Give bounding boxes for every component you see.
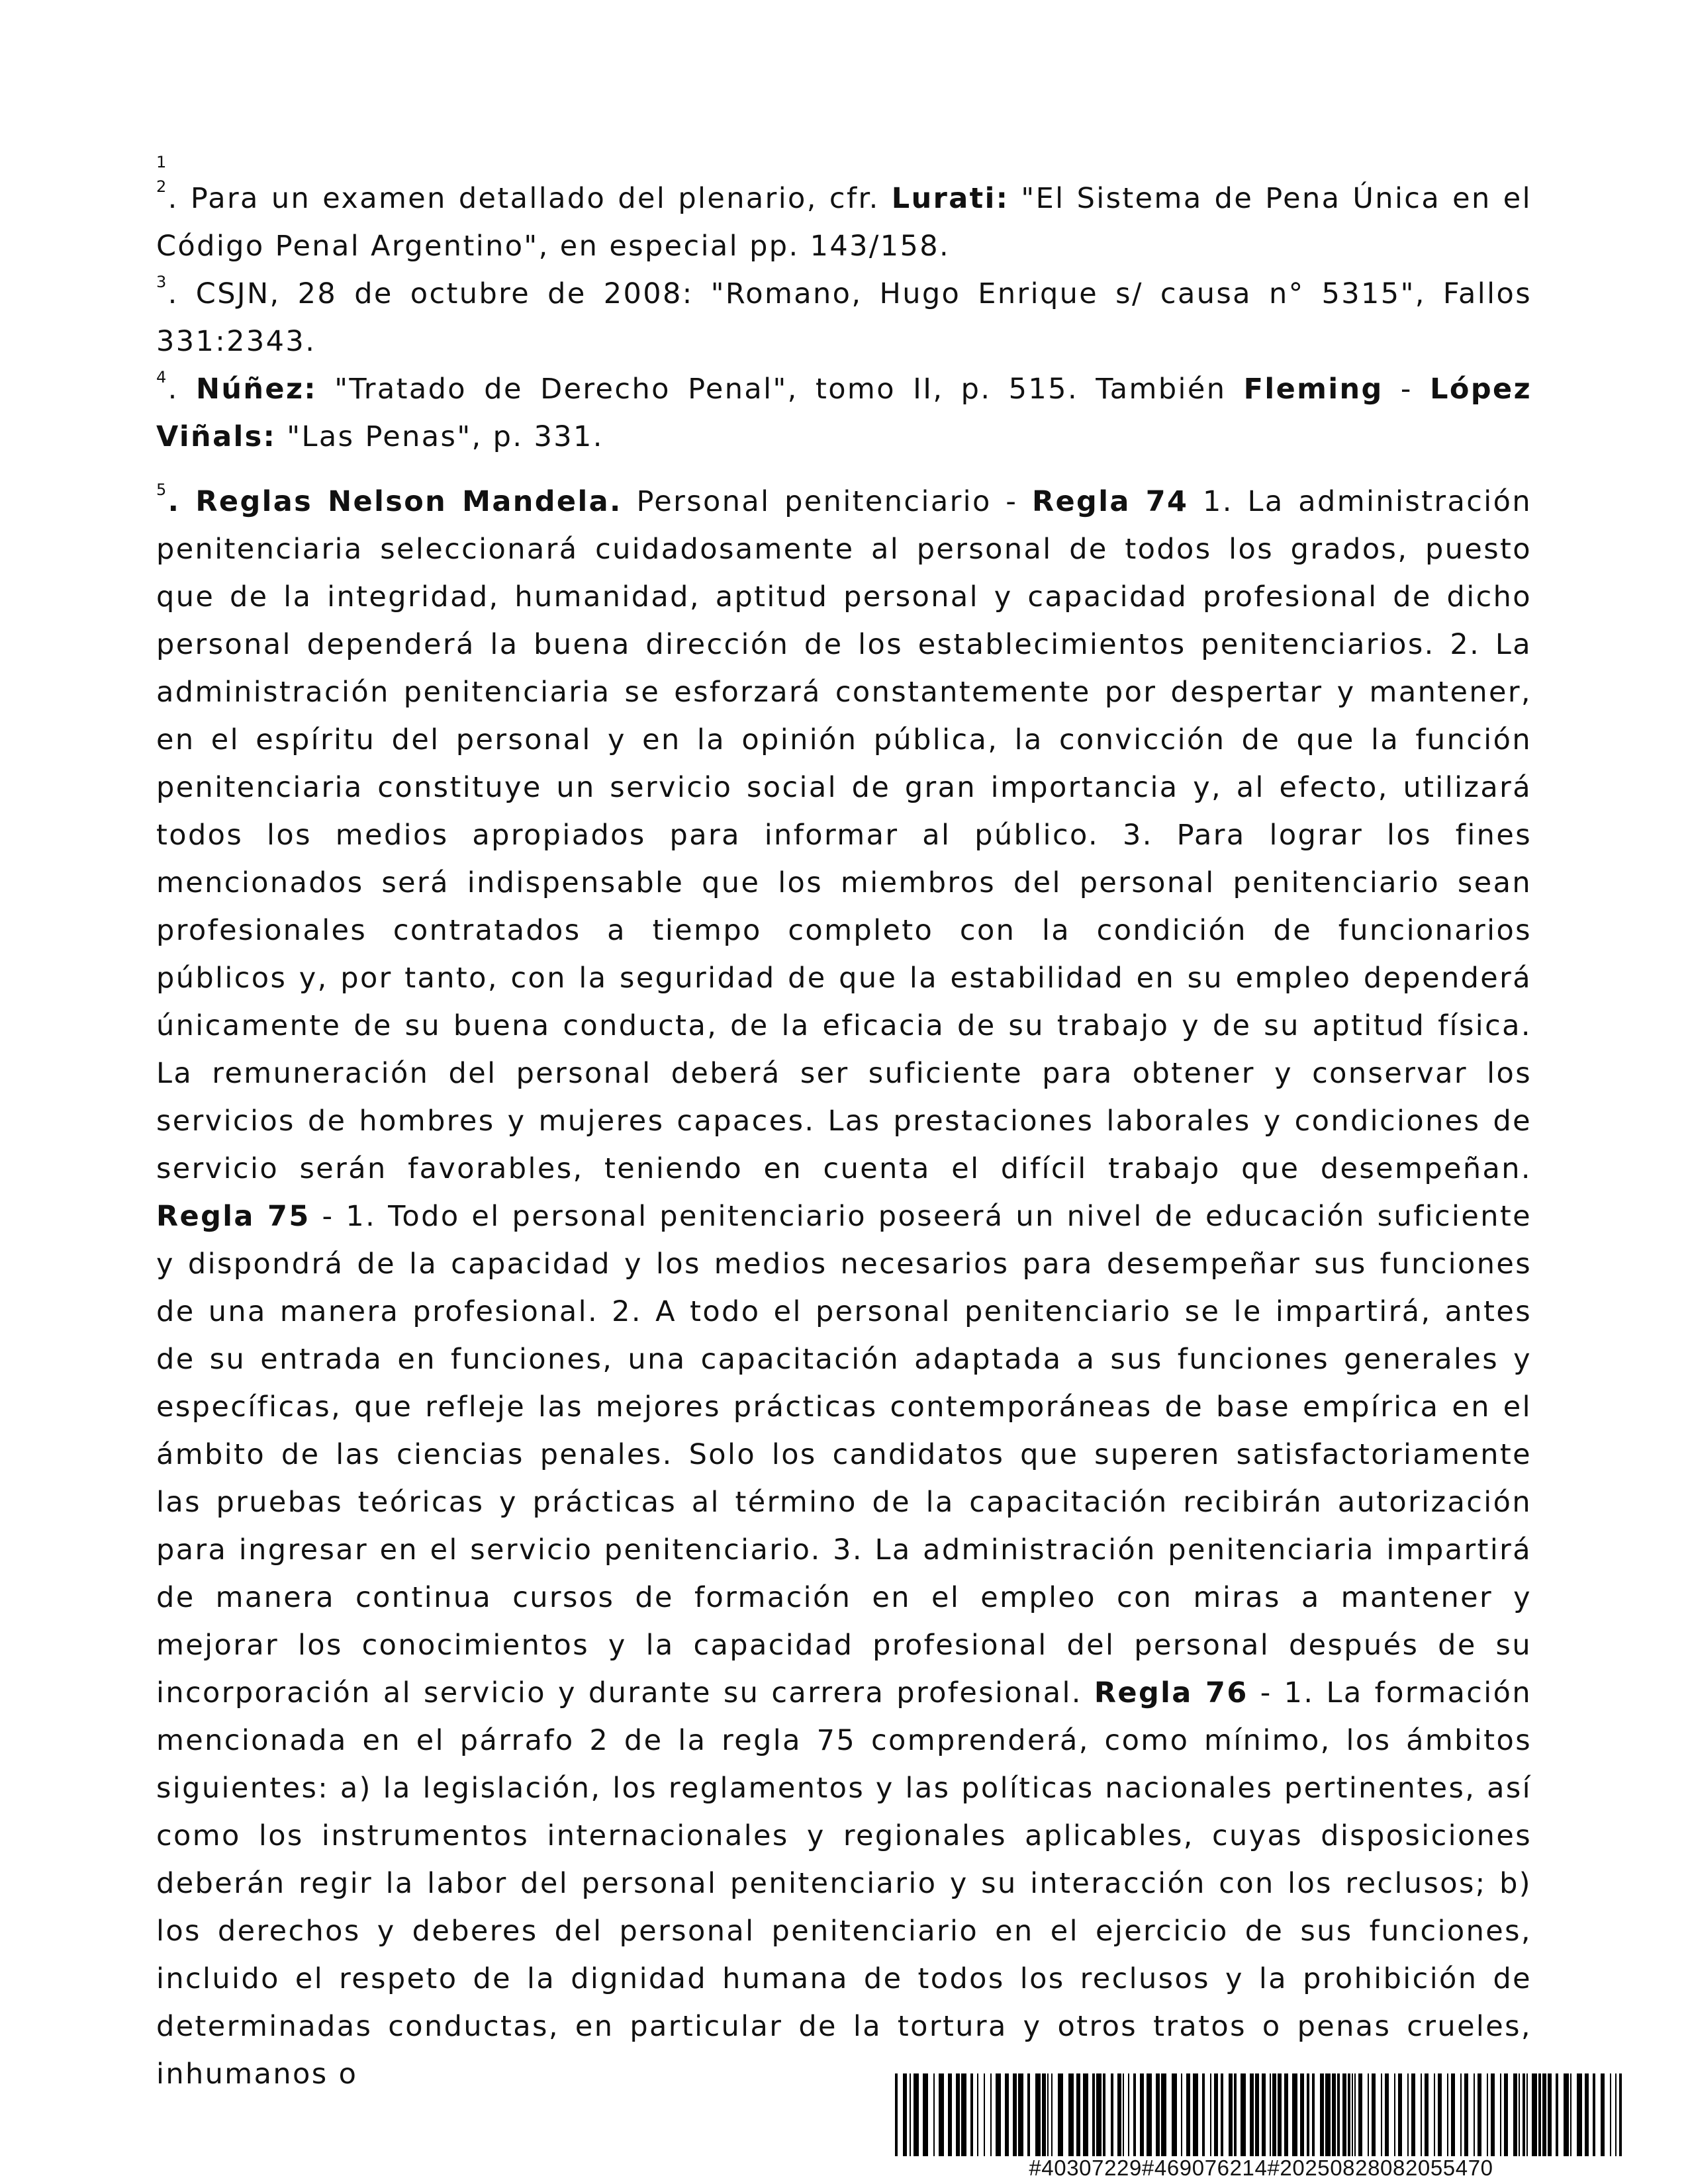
barcode-bar (1234, 2073, 1237, 2156)
footnote-2-lead: . Para un examen detallado del plenario, cfr. (167, 182, 892, 215)
barcode-bar (1300, 2073, 1304, 2156)
footnote-4-marker: 4 (156, 368, 168, 387)
barcode-bar (948, 2073, 952, 2156)
barcode-bar (1368, 2073, 1369, 2156)
barcode-bar (1229, 2073, 1233, 2156)
barcode-bar (1526, 2073, 1528, 2156)
barcode-bar (1542, 2073, 1546, 2156)
barcode-bar (1103, 2073, 1105, 2156)
barcode-bar (1451, 2073, 1455, 2156)
barcode-bar (1284, 2073, 1288, 2156)
barcode-bar (1585, 2073, 1589, 2156)
footnote-4 (156, 365, 1532, 461)
barcode-bar (984, 2073, 985, 2156)
barcode-bar (1250, 2073, 1254, 2156)
barcode-bar (1556, 2073, 1558, 2156)
barcode-bar (1593, 2073, 1595, 2156)
barcode-bar (1325, 2073, 1331, 2156)
barcode-bar (1425, 2073, 1429, 2156)
barcode-bar (1156, 2073, 1160, 2156)
rule-74-label: Regla 74 (1031, 485, 1189, 518)
footnote-4-author-fleming: Fleming (1243, 373, 1383, 406)
footnote-2-marker: 2 (156, 177, 168, 196)
barcode-bar (1477, 2073, 1481, 2156)
footnote-2-rest: "El Sistema de Pena Única en el Código Penal Argentino", en especial pp. 143/158. (156, 182, 1532, 263)
barcode-bar (1434, 2073, 1435, 2156)
barcode-bar (1394, 2073, 1395, 2156)
barcode-bar (1111, 2073, 1113, 2156)
footnote-5 (156, 478, 1532, 2098)
footnote-1-marker: 1 (156, 153, 167, 171)
barcode-bar (1027, 2073, 1030, 2156)
barcode-bar (1202, 2073, 1205, 2156)
barcode-bar (1610, 2073, 1611, 2156)
barcode-bar (933, 2073, 935, 2156)
barcode-bar (1096, 2073, 1102, 2156)
barcode-bar (1255, 2073, 1259, 2156)
footnote-2 (156, 175, 1532, 270)
document-barcode (894, 2073, 1628, 2156)
barcode-bar (1047, 2073, 1049, 2156)
barcode-bar (1076, 2073, 1080, 2156)
footnote-5-text-2: 1. La administración penitenciaria seleccionará cuidadosamente al personal de todos los grados, puesto que de la integridad, humanidad, aptitud personal y capacidad profesional de dicho personal dependerá la buena dirección de los establecimientos penitenciarios. 2. La administración penitenciaria se esforzará constantemente por despertar y mantener, en el espíritu del personal y en la opinión pública, la convicción de que la función penitenciaria constituye un servicio social de gran importancia y, al efecto, utilizará todos los medios apropiados para informar al público. 3. Para lograr los fines mencionados será indispensable que los miembros del personal penitenciario sean profesionales contratados a tiempo completo con la condición de funcionarios públicos y, por tanto, con la seguridad de que la estabilidad en su empleo dependerá únicamente de su buena conducta, de la eficacia de su trabajo y de su aptitud física. La remuneración del personal deberá ser suficiente para obtener y conservar los servicios de hombres y mujeres capaces. Las prestaciones laborales y condiciones de servicio serán favorables, teniendo en cuenta el difícil trabajo que desempeñan. (156, 485, 1532, 1185)
footnote-4-author-lopez: López Viñals: (156, 373, 1532, 453)
barcode-bar (1577, 2073, 1582, 2156)
barcode-bar (1411, 2073, 1415, 2156)
rule-75-label: Regla 75 (156, 1200, 310, 1233)
footnote-4-dash: - (1383, 373, 1430, 406)
barcode-bar (1513, 2073, 1517, 2156)
barcode-bar (1500, 2073, 1501, 2156)
barcode-bar (1172, 2073, 1177, 2156)
barcode-bar (1161, 2073, 1166, 2156)
barcode-bar (914, 2073, 919, 2156)
barcode-bar (1372, 2073, 1376, 2156)
barcode-bar (1042, 2073, 1046, 2156)
barcode-bar (1292, 2073, 1297, 2156)
barcode-bar (910, 2073, 911, 2156)
barcode-bar (990, 2073, 992, 2156)
barcode-bar (1128, 2073, 1129, 2156)
barcode-bar (1464, 2073, 1468, 2156)
barcode-bar (1474, 2073, 1475, 2156)
barcode-bar (903, 2073, 907, 2156)
barcode-bar (956, 2073, 960, 2156)
barcode-bar (1186, 2073, 1190, 2156)
barcode-bar (1337, 2073, 1340, 2156)
barcode-bar (1342, 2073, 1346, 2156)
footnotes-area (156, 154, 1532, 2098)
barcode-bar (1601, 2073, 1605, 2156)
barcode-bar (1210, 2073, 1211, 2156)
footnote-2-author: Lurati: (891, 182, 1009, 215)
barcode-bar (1133, 2073, 1136, 2156)
barcode-bar (1354, 2073, 1356, 2156)
barcode-bar (1117, 2073, 1121, 2156)
barcode-bar (1421, 2073, 1422, 2156)
barcode-bar (1548, 2073, 1552, 2156)
footnote-4-rest: "Las Penas", p. 331. (276, 420, 604, 453)
barcode-bar (1270, 2073, 1271, 2156)
barcode-bar (1532, 2073, 1537, 2156)
barcode-bar (1491, 2073, 1495, 2156)
rule-76-label: Regla 76 (1094, 1676, 1248, 1709)
barcode-bar (1013, 2073, 1017, 2156)
footnote-4-mid: "Tratado de Derecho Penal", tomo II, p. 515. También (317, 373, 1244, 406)
footnote-3 (156, 270, 1532, 365)
barcode-bar (1312, 2073, 1315, 2156)
barcode-bar (1385, 2073, 1389, 2156)
barcode-bar (1193, 2073, 1198, 2156)
barcode-bar (1615, 2073, 1617, 2156)
barcode-bar (1272, 2073, 1276, 2156)
barcode-bar (1068, 2073, 1074, 2156)
barcode-bar (1358, 2073, 1362, 2156)
barcode-bar (1519, 2073, 1520, 2156)
barcode-bar (1005, 2073, 1009, 2156)
barcode-bar (1523, 2073, 1525, 2156)
barcode-bar (1051, 2073, 1053, 2156)
footnote-5-text-1: Personal penitenciario - (622, 485, 1032, 518)
barcode-bar (1278, 2073, 1282, 2156)
barcode-bar (1083, 2073, 1088, 2156)
barcode-bar (1460, 2073, 1462, 2156)
barcode-bar (923, 2073, 928, 2156)
barcode-bar (977, 2073, 978, 2156)
barcode-bar (1407, 2073, 1409, 2156)
barcode-bar (939, 2073, 944, 2156)
barcode-bar (1018, 2073, 1023, 2156)
barcode-bar (996, 2073, 1001, 2156)
footnote-5-marker: 5 (156, 480, 168, 499)
barcode-bar (1487, 2073, 1488, 2156)
barcode-bar (1447, 2073, 1448, 2156)
barcode-bar (1241, 2073, 1246, 2156)
barcode-bar (1538, 2073, 1541, 2156)
footnote-5-heading: . Reglas Nelson Mandela. (167, 485, 622, 518)
barcode-bar (961, 2073, 966, 2156)
barcode-bar (1092, 2073, 1095, 2156)
footnote-3-text: . CSJN, 28 de octubre de 2008: "Romano, Hugo Enrique s/ causa n° 5315", Fallos 331:2343. (156, 277, 1532, 358)
barcode-bar (1221, 2073, 1223, 2156)
barcode-bar (1320, 2073, 1324, 2156)
barcode-bar (1181, 2073, 1182, 2156)
barcode-bar (895, 2073, 898, 2156)
barcode-bar (1262, 2073, 1266, 2156)
barcode-bar (1058, 2073, 1063, 2156)
barcode-bar (1564, 2073, 1569, 2156)
barcode-bar (1332, 2073, 1336, 2156)
barcode-bar (1140, 2073, 1144, 2156)
barcode-bar (1352, 2073, 1353, 2156)
footnote-4-lead: . (167, 373, 196, 406)
barcode-bar (1307, 2073, 1309, 2156)
footnote-5-text-3: - 1. Todo el personal penitenciario poseerá un nivel de educación suficiente y dispondrá de la capacidad y los medios necesarios para desempeñar sus funciones de una manera profesional. 2. A todo el personal penitenciario se le impartirá, antes de su entrada en funciones, una capacitación adaptada a sus funciones generales y específicas, que refleje las mejores prácticas contemporáneas de base empírica en el ámbito de las ciencias penales. Solo los candidatos que superen satisfactoriamente las pruebas teóricas y prácticas al término de la capacitación recibirán autorización para ingresar en el servicio penitenciario. 3. La administración penitenciaria impartirá de manera continua cursos de formación en el empleo con miras a mantener y mejorar los conocimientos y la capacidad profesional del personal después de su incorporación al servicio y durante su carrera profesional. (156, 1200, 1532, 1709)
barcode-bar (1348, 2073, 1350, 2156)
footnote-4-author-nunez: Núñez: (196, 373, 317, 406)
barcode-bar (1035, 2073, 1041, 2156)
barcode-bar (1214, 2073, 1218, 2156)
barcode-bar (970, 2073, 973, 2156)
barcode-bar (1398, 2073, 1402, 2156)
barcode-code: #40307229#469076214#20250828082055470 (1029, 2156, 1493, 2180)
barcode-bar (1504, 2073, 1508, 2156)
footnote-3-marker: 3 (156, 273, 168, 291)
barcode-bar (1147, 2073, 1152, 2156)
barcode-bar (1123, 2073, 1124, 2156)
footnote-5-text-4: - 1. La formación mencionada en el párrafo 2 de la regla 75 comprenderá, como mínimo, los ámbitos siguientes: a) la legislación, los reglamentos y las políticas nacionales pertinentes, así como los instrumentos internacionales y regionales aplicables, cuyas disposiciones deberán regir la labor del personal penitenciario y su interacción con los reclusos; b) los derechos y deberes del personal penitenciario en el ejercicio de sus funciones, incluido el respeto de la dignidad humana de todos los reclusos y la prohibición de determinadas conductas, en particular de la tortura y otros tratos o penas crueles, inhumanos o (156, 1676, 1532, 2091)
barcode-bar (1570, 2073, 1571, 2156)
barcode-bar (1619, 2073, 1622, 2156)
barcode-bar (1438, 2073, 1442, 2156)
barcode-bar (1381, 2073, 1382, 2156)
